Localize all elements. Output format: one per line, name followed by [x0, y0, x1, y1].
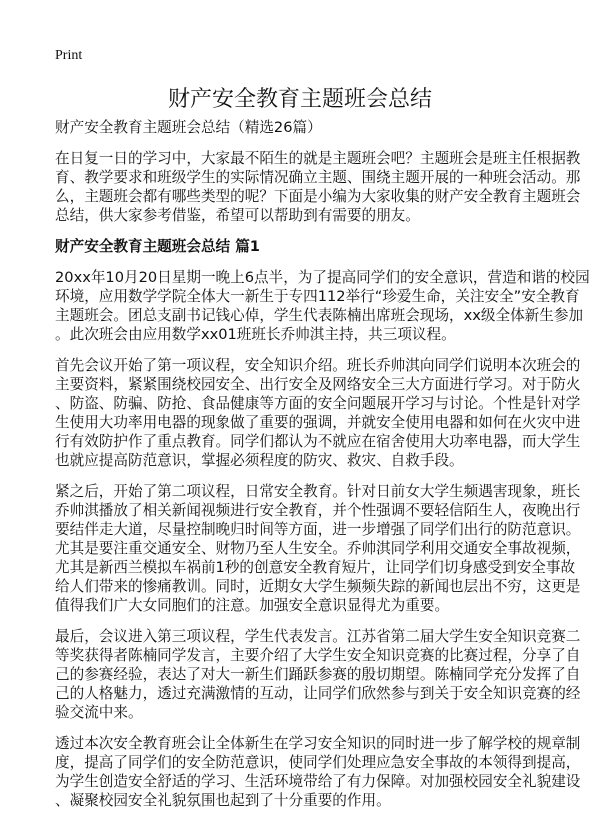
- paragraph: [55, 268, 590, 344]
- paragraph: [55, 734, 581, 810]
- text-line: 育、教学要求和班级学生的实际情况确立主题、围绕主题开展的一种班会活动。那: [55, 169, 581, 186]
- text-line: 给人们带来的惨痛教训。同时，近期女大学生频频失踪的新闻也层出不穷，这更是: [55, 578, 581, 595]
- text-line: 透过本次安全教育班会让全体新生在学习安全知识的同时进一步了解学校的规章制: [55, 735, 581, 752]
- text-line: 等奖获得者陈楠同学发言，主要介绍了大学生安全知识竞赛的比赛过程，分享了自: [55, 647, 581, 664]
- text-line: 乔帅淇播放了相关新闻视频进行安全教育，并个性强调不要轻信陌生人，夜晚出行: [55, 502, 581, 519]
- section-heading: 财产安全教育主题班会总结 篇1: [55, 238, 260, 255]
- section-paragraphs: [55, 268, 590, 810]
- text-line: 么，主题班会都有哪些类型的呢？下面是小编为大家收集的财产安全教育主题班会: [55, 188, 581, 205]
- text-line: 主要资料，紧紧围绕校园安全、出行安全及网络安全三大方面进行学习。对于防火: [55, 376, 581, 393]
- text-line: 主题班会。团总支副书记钱心倬，学生代表陈楠出席班会现场，xx级全体新生参加: [55, 307, 584, 324]
- text-line: 为学生创造安全舒适的学习、生活环境带给了有力保障。对加强校园安全礼貌建设: [55, 773, 581, 790]
- text-line: 总结，供大家参考借鉴，希望可以帮助到有需要的朋友。: [55, 207, 420, 224]
- article-body: [55, 118, 590, 822]
- text-line: 在日复一日的学习中，大家最不陌生的就是主题班会吧？主题班会是班主任根据教: [55, 150, 581, 167]
- text-line: 验交流中来。: [55, 704, 143, 721]
- text-line: 。此次班会由应用数学xx01班班长乔帅淇主持，共三项议程。: [55, 326, 456, 343]
- print-link[interactable]: Print: [55, 48, 83, 63]
- text-line: 紧之后，开始了第二项议程，日常安全教育。针对日前女大学生频遇害现象，班长: [55, 483, 581, 500]
- text-line: 值得我们广大女同胞们的注意。加强安全意识显得尤为重要。: [55, 597, 450, 614]
- text-line: 最后，会议进入第三项议程，学生代表发言。江苏省第二届大学生安全知识竞赛二: [55, 628, 581, 645]
- text-line: 生使用大功率用电器的现象做了重要的强调，并就安全使用电器和如何在火灾中进: [55, 414, 581, 431]
- text-line: 环境，应用数学学院全体大一新生于专四112举行“珍爱生命，关注安全”安全教育: [55, 288, 580, 305]
- text-line: 也就应提高防范意识，掌握必须程度的防灾、救灾、自救手段。: [55, 452, 464, 469]
- text-line: 、防盗、防骗、防抢、食品健康等方面的安全问题展开学习与讨论。个性是针对学: [55, 395, 581, 412]
- article-subtitle: 财产安全教育主题班会总结（精选26篇）: [55, 119, 322, 136]
- text-line: 行有效防护作了重点教育。同学们都认为不就应在宿舍使用大功率电器，而大学生: [55, 433, 581, 450]
- text-line: 20xx年10月20日星期一晚上6点半，为了提高同学们的安全意识，营造和谐的校园: [55, 269, 590, 286]
- page-title: 财产安全教育主题班会总结: [167, 87, 432, 112]
- text-line: 、凝聚校园安全礼貌氛围也起到了十分重要的作用。: [55, 792, 391, 809]
- paragraph: [55, 356, 581, 470]
- text-line: 己的人格魅力，透过充满激情的互动，让同学们欣然参与到关于安全知识竞赛的经: [55, 685, 581, 702]
- intro-paragraph: [55, 149, 581, 225]
- text-line: 度，提高了同学们的安全防范意识，使同学们处理应急安全事故的本领得到提高，: [55, 754, 581, 771]
- text-line: 要结伴走大道，尽量控制晚归时间等方面，进一步增强了同学们出行的防范意识。: [55, 521, 581, 538]
- paragraph: [55, 482, 581, 615]
- paragraph: [55, 627, 581, 722]
- text-line: 首先会议开始了第一项议程，安全知识介绍。班长乔帅淇向同学们说明本次班会的: [55, 357, 581, 374]
- text-line: 尤其是新西兰模拟车祸前1秒的创意安全教育短片，让同学们切身感受到安全事故: [55, 559, 576, 576]
- text-line: 己的参赛经验，表达了对大一新生们踊跃参赛的殷切期望。陈楠同学充分发挥了自: [55, 666, 581, 683]
- text-line: 尤其是要注重交通安全、财物乃至人生安全。乔帅淇同学利用交通安全事故视频，: [55, 540, 581, 557]
